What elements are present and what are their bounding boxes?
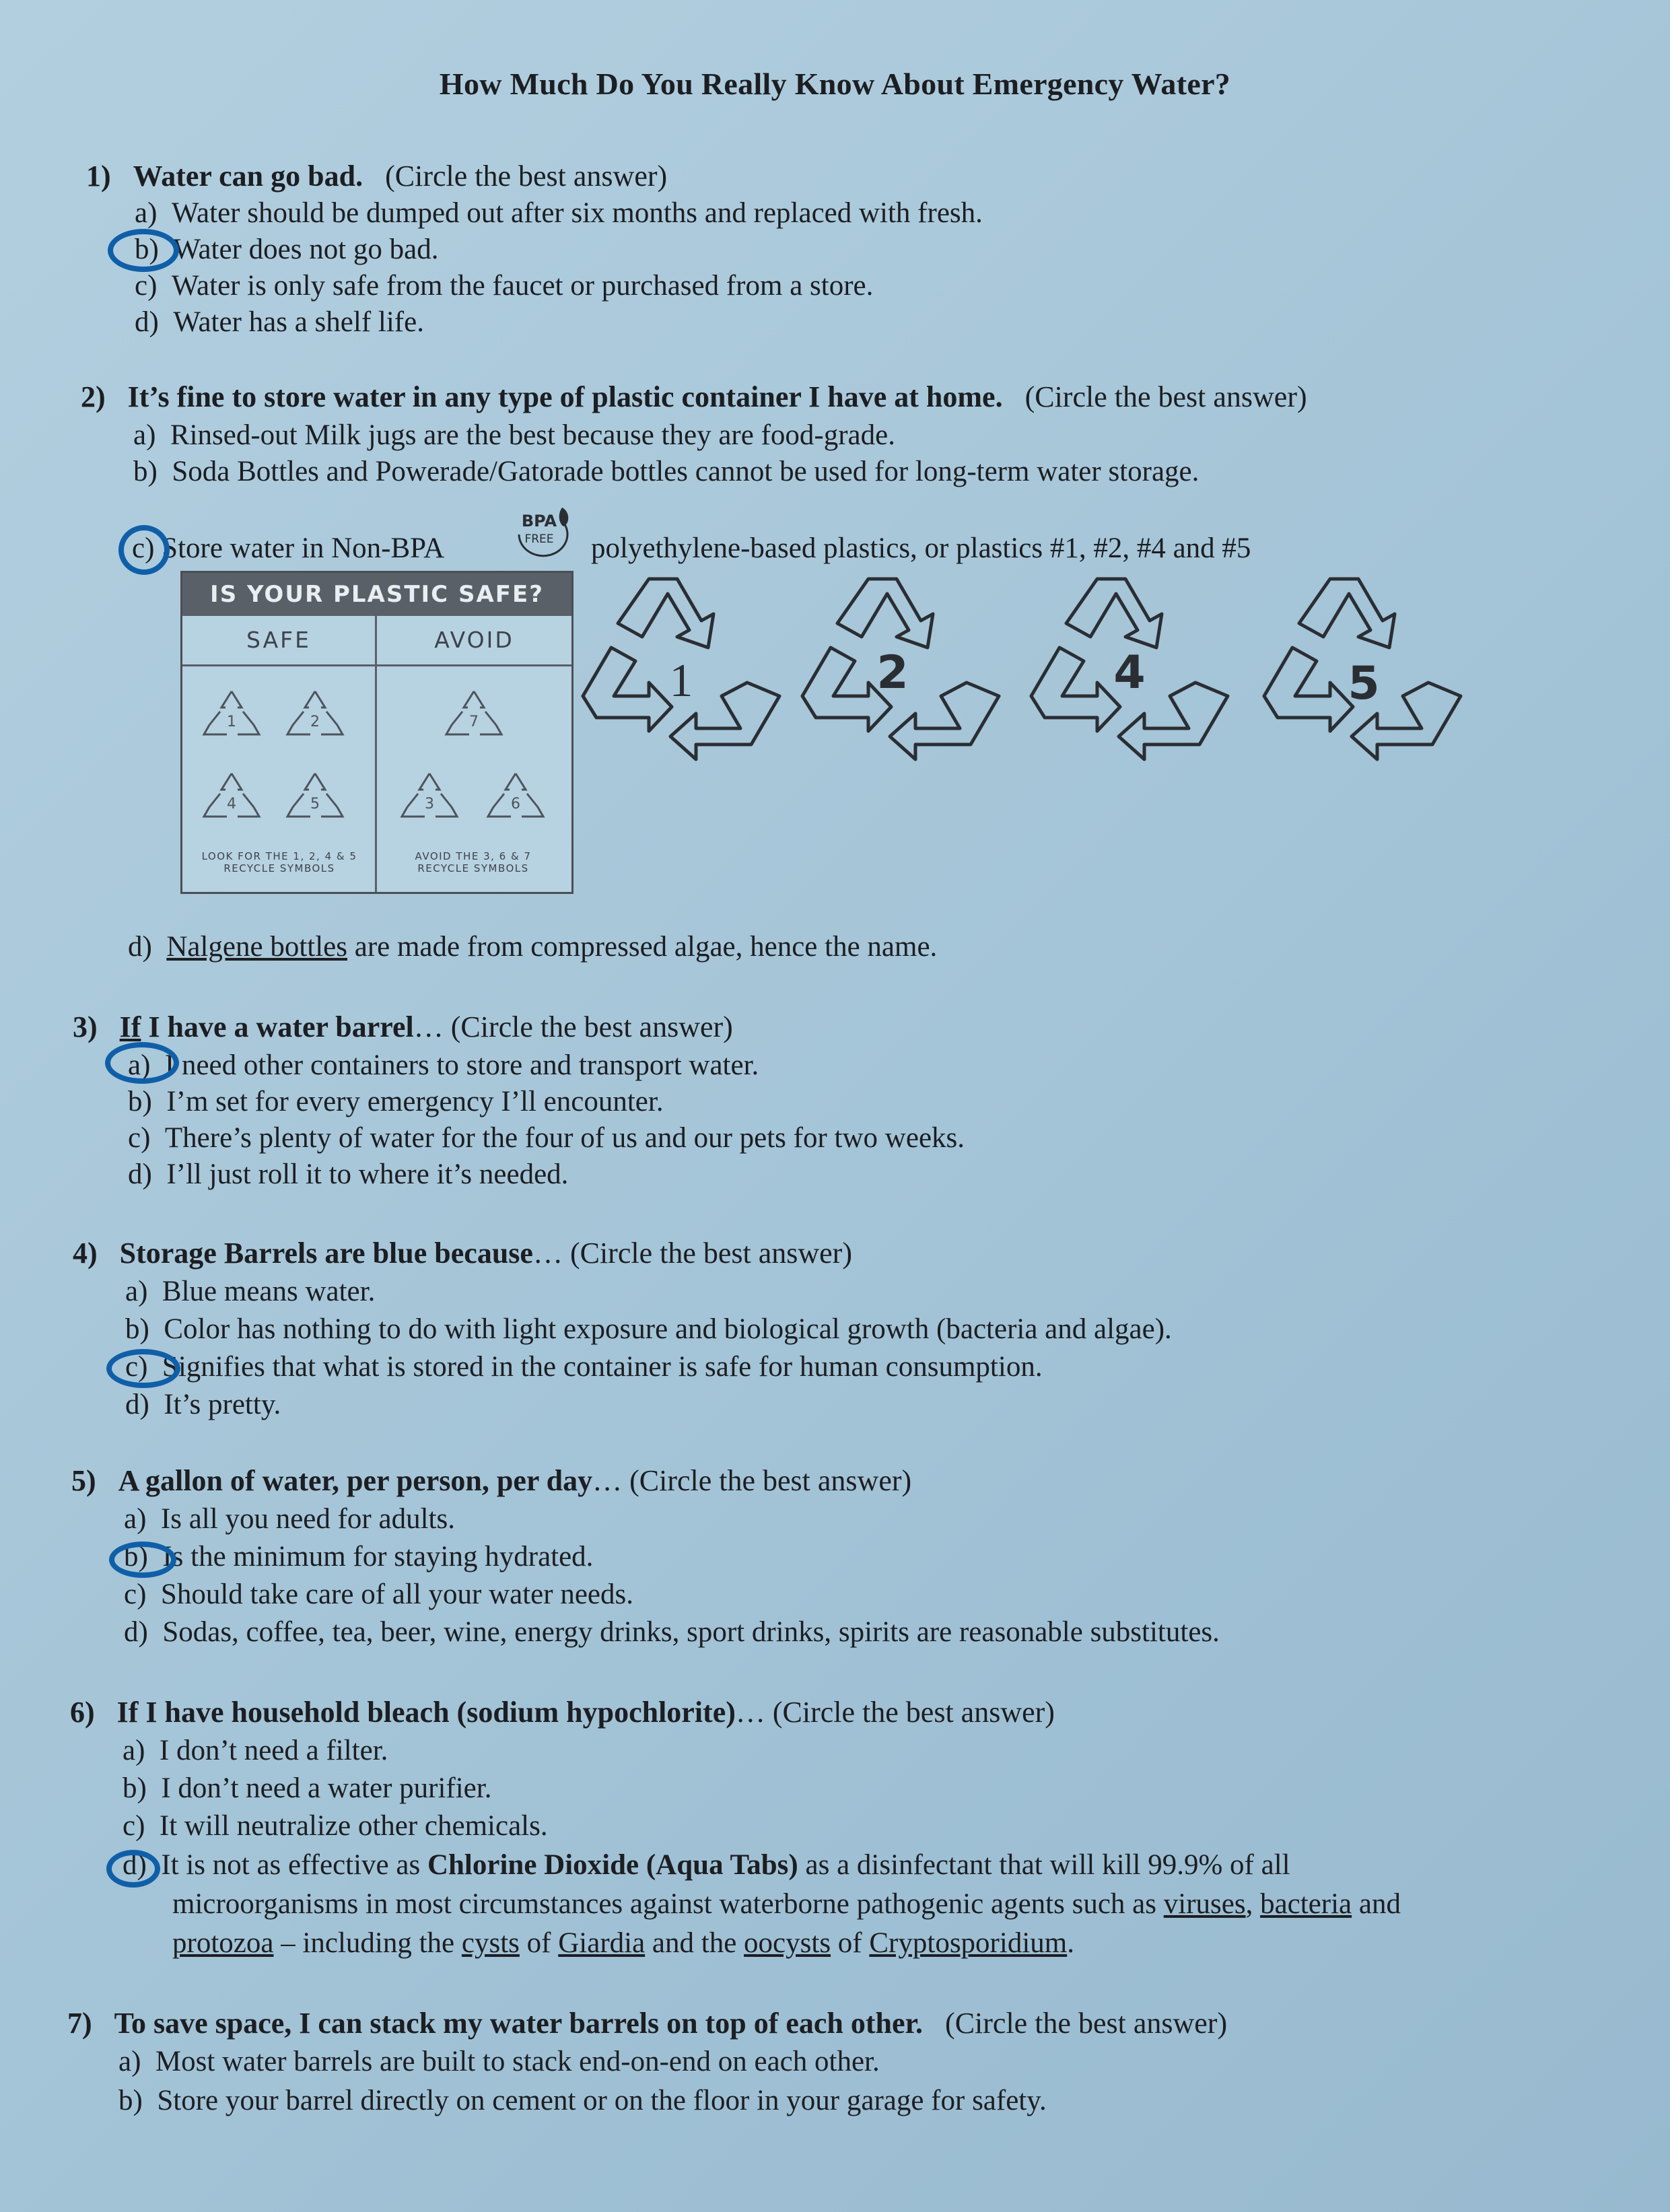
viruses-link[interactable]: viruses [1163,1888,1246,1920]
free-label: FREE [524,532,554,546]
recycle-number-2: 2 [876,646,909,699]
option-letter: d) [128,931,152,963]
safe-recycle-icon-4 [200,769,263,823]
option-1b[interactable] [135,233,439,266]
option-6d-line-3 [172,1927,1074,1960]
question-6 [70,1695,1055,1729]
option-5b[interactable] [124,1540,593,1573]
period: . [1067,1927,1074,1959]
safe-number-1: 1 [227,714,236,730]
prompt-ellipsis: … [735,1696,765,1729]
option-letter: a) [135,197,158,229]
option-text: Blue means water. [162,1276,376,1307]
option-7b[interactable] [118,2084,1047,2117]
question-instruction: (Circle the best answer) [569,1237,852,1270]
question-3 [73,1010,733,1044]
question-prompt: It’s fine to store water in any type of plastic container I have at home. [127,380,1003,413]
chart-heading: IS YOUR PLASTIC SAFE? [182,573,571,616]
option-letter: a) [124,1503,147,1535]
safe-note-line: RECYCLE SYMBOLS [223,862,335,874]
question-prompt: I have a water barrel [148,1010,414,1043]
option-letter: b) [124,1541,148,1572]
option-1a[interactable] [135,197,983,230]
option-5a[interactable] [124,1502,455,1535]
pen-circle-5b [109,1542,176,1578]
safe-number-5: 5 [310,796,320,813]
option-3c[interactable] [128,1121,965,1154]
option-2d[interactable] [128,930,937,963]
option-letter: b) [123,1772,147,1804]
option-letter: d) [125,1389,149,1420]
option-text: I don’t need a filter. [159,1735,388,1766]
cysts-link[interactable]: cysts [461,1927,520,1959]
option-text: and [1358,1888,1401,1920]
question-number: 1) [86,160,111,193]
option-text: are made from compressed algae, hence the name. [354,931,938,963]
option-text: Water does not go bad. [173,234,439,265]
option-letter: c) [135,270,158,302]
safe-note [185,850,374,874]
option-letter: a) [133,419,156,451]
option-text: I’ll just roll it to where it’s needed. [166,1159,569,1190]
option-text: polyethylene-based plastics, or plastics #1, #2, #4 and #5 [591,532,1251,564]
option-4a[interactable] [125,1275,375,1308]
option-letter: a) [128,1049,151,1081]
option-text: Sodas, coffee, tea, beer, wine, energy drinks, sport drinks, spirits are reasonable substitutes. [162,1616,1220,1648]
option-text: Most water barrels are built to stack end-on-end on each other. [155,2046,880,2077]
option-text: I don’t need a water purifier. [161,1772,492,1804]
option-text: Store your barrel directly on cement or on the floor in your garage for safety. [157,2085,1047,2116]
recycle-symbol-4 [1018,564,1241,780]
option-1c[interactable] [135,269,873,302]
avoid-recycle-icon-6 [484,769,547,823]
option-letter: b) [133,456,158,487]
question-4 [73,1236,852,1270]
bacteria-link[interactable]: bacteria [1260,1888,1352,1920]
safe-column-label: SAFE [246,627,311,653]
option-text: There’s plenty of water for the four of us and our pets for two weeks. [164,1122,965,1154]
option-2c-continued [591,532,1251,565]
recycle-number-5: 5 [1348,657,1380,710]
option-text: Water is only safe from the faucet or purchased from a store. [171,270,874,302]
option-6c[interactable] [123,1809,548,1842]
option-3a[interactable] [128,1049,759,1082]
option-letter: b) [118,2085,143,2116]
recycle-number-4: 4 [1113,646,1146,699]
option-text: It’s pretty. [164,1389,281,1420]
option-text: Water has a shelf life. [173,306,424,338]
giardia-link[interactable]: Giardia [558,1927,646,1959]
recycle-symbol-2 [789,564,1012,780]
oocysts-link[interactable]: oocysts [744,1927,831,1959]
option-6b[interactable] [123,1772,491,1805]
question-number: 2) [81,380,106,413]
chlorine-dioxide-text: Chlorine Dioxide (Aqua Tabs) [427,1849,798,1881]
question-instruction: (Circle the best answer) [1024,380,1307,413]
question-prompt: To save space, I can stack my water barrels on top of each other. [114,2007,924,2040]
cryptosporidium-link[interactable]: Cryptosporidium [869,1927,1068,1959]
option-text: Rinsed-out Milk jugs are the best because they are food-grade. [170,419,895,451]
pen-circle-3a [105,1042,179,1084]
question-prompt: Water can go bad. [133,160,363,193]
question-instruction: (Circle the best answer) [629,1464,912,1497]
option-letter: b) [128,1086,152,1117]
option-letter: c) [125,1351,148,1383]
option-text: It will neutralize other chemicals. [159,1810,548,1842]
option-text: microorganisms in most circumstances against waterborne pathogenic agents such as [172,1888,1156,1920]
question-instruction: (Circle the best answer) [385,160,668,193]
avoid-column-label: AVOID [434,627,514,653]
option-text: I need other containers to store and transport water. [164,1049,759,1081]
option-letter: d) [135,306,159,338]
question-number: 5) [71,1464,96,1497]
option-5c[interactable] [124,1578,633,1611]
avoid-note-line: RECYCLE SYMBOLS [417,862,529,874]
option-letter: c) [123,1810,145,1842]
option-text: Should take care of all your water needs. [160,1579,633,1610]
option-letter: c) [124,1579,147,1610]
option-text: Store water in Non-BPA [162,532,445,564]
option-text: Water should be dumped out after six months and replaced with fresh. [171,197,983,229]
recycle-number-1: 1 [669,655,693,707]
option-letter: d) [128,1159,152,1190]
question-prompt-start: If [119,1010,141,1043]
question-prompt: If I have household bleach (sodium hypochlorite) [116,1696,736,1729]
option-letter: b) [125,1313,149,1345]
option-letter: d) [124,1616,148,1648]
header-divider [182,664,571,666]
question-prompt: Storage Barrels are blue because [119,1237,533,1270]
option-letter: a) [118,2046,141,2077]
option-4b[interactable] [125,1313,1172,1346]
prompt-ellipsis: … [413,1010,444,1043]
question-1 [86,159,667,193]
bpa-label: BPA [521,512,557,530]
safe-recycle-icon-1 [200,687,263,741]
protozoa-link[interactable]: protozoa [172,1927,274,1959]
option-text: and the [652,1927,737,1959]
question-number: 7) [67,2007,92,2040]
question-prompt: A gallon of water, per person, per day [118,1464,593,1497]
safe-recycle-icon-2 [283,687,347,741]
avoid-note-line: AVOID THE 3, 6 & 7 [415,850,532,862]
option-text: of [837,1927,862,1959]
safe-recycle-icon-5 [283,769,347,823]
option-text: Signifies that what is stored in the container is safe for human consumption. [162,1351,1043,1383]
option-letter: a) [123,1735,145,1766]
option-text: I’m set for every emergency I’ll encounter. [166,1086,664,1117]
question-instruction: (Circle the best answer) [945,2007,1228,2040]
column-divider [375,616,377,892]
option-7a[interactable] [118,2045,880,2078]
question-number: 6) [70,1696,95,1729]
comma: , [1245,1888,1253,1920]
option-2a[interactable] [133,419,895,452]
avoid-recycle-icon-3 [398,769,461,823]
plastic-safety-chart [180,571,573,894]
option-4d[interactable] [125,1388,281,1421]
question-5 [71,1463,911,1498]
option-letter: a) [125,1276,148,1307]
recycle-symbol-5 [1251,564,1474,780]
avoid-number-3: 3 [425,796,434,813]
option-text: Soda Bottles and Powerade/Gatorade bottles cannot be used for long-term water storage. [172,456,1199,487]
avoid-number-6: 6 [511,796,520,813]
option-5d[interactable] [124,1616,1220,1649]
option-4c[interactable] [125,1350,1043,1383]
safe-number-4: 4 [227,796,236,813]
prompt-ellipsis: … [592,1464,623,1497]
option-2b[interactable] [133,455,1199,488]
pen-circle-2c [118,525,170,575]
option-2c[interactable] [132,532,444,565]
option-3d[interactable] [128,1158,568,1191]
bpa-free-badge [514,504,573,557]
option-letter: d) [123,1849,147,1881]
question-number: 3) [73,1010,98,1043]
option-text: Is all you need for adults. [160,1503,455,1535]
question-7 [67,2006,1227,2040]
option-text: of [526,1927,551,1959]
option-text: It is not as effective as [161,1849,421,1881]
option-letter: b) [135,234,159,265]
option-text: as a disinfectant that will kill 99.9% of all [805,1849,1290,1881]
option-3b[interactable] [128,1085,664,1118]
option-1d[interactable] [135,306,424,339]
pen-circle-4c [106,1349,180,1388]
option-text: Is the minimum for staying hydrated. [162,1541,594,1572]
avoid-recycle-icon-7 [442,687,506,741]
option-6d-line-2 [172,1888,1401,1921]
prompt-ellipsis: … [532,1237,563,1270]
avoid-note [379,850,567,874]
question-instruction: (Circle the best answer) [450,1010,733,1043]
question-2 [81,380,1307,414]
safe-number-2: 2 [310,714,320,730]
option-text: Color has nothing to do with light exposure and biological growth (bacteria and algae). [164,1313,1172,1345]
question-number: 4) [73,1237,98,1270]
pen-circle-6d [106,1850,160,1888]
option-text: – including the [281,1927,455,1959]
nalgene-link[interactable]: Nalgene bottles [166,931,347,963]
option-letter: c) [132,532,155,564]
option-6a[interactable] [123,1734,388,1767]
page-title: How Much Do You Really Know About Emergency Water? [439,67,1231,101]
question-instruction: (Circle the best answer) [772,1696,1055,1729]
recycle-symbol-1 [569,564,793,780]
avoid-number-7: 7 [469,714,479,730]
safe-note-line: LOOK FOR THE 1, 2, 4 & 5 [201,850,357,862]
pen-circle-1b [108,229,179,272]
option-6d[interactable] [123,1848,1290,1881]
option-letter: c) [128,1122,151,1154]
